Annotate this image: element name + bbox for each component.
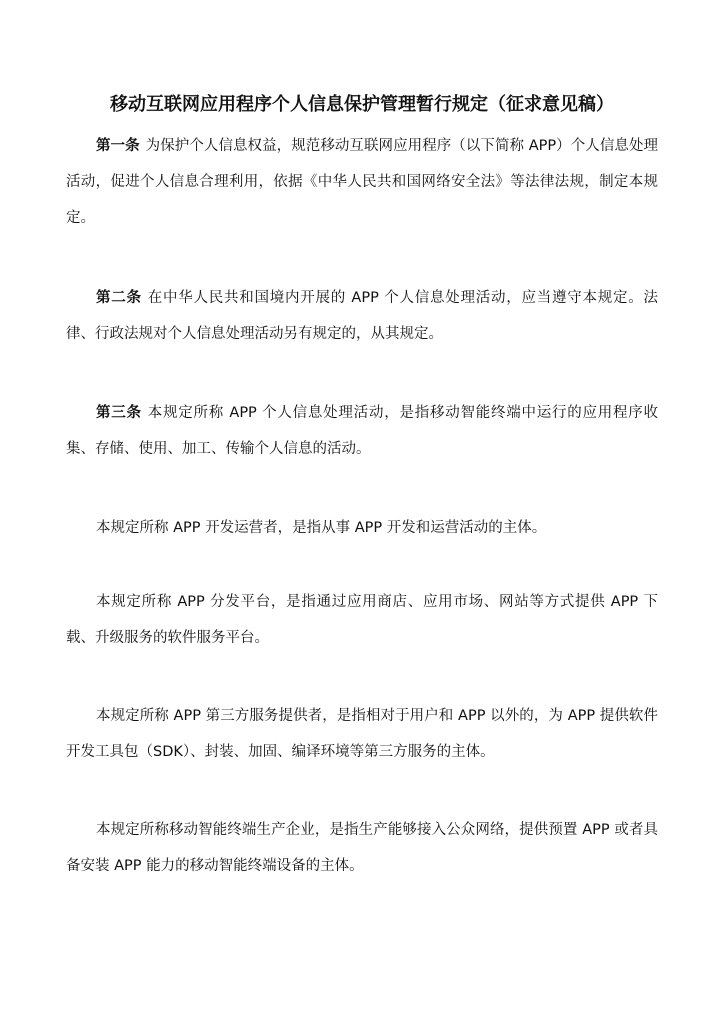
- paragraph-text: 本规定所称 APP 个人信息处理活动，是指移动智能终端中运行的应用程序收集、存储、使用、加工、传输个人信息的活动。: [66, 405, 659, 457]
- paragraph-text: 本规定所称 APP 分发平台，是指通过应用商店、应用市场、网站等方式提供 APP 下载、升级服务的软件服务平台。: [66, 594, 658, 646]
- paragraph-text: 本规定所称 APP 第三方服务提供者，是指相对于用户和 APP 以外的，为 APP 提供软件开发工具包（SDK）、封装、加固、编译环境等第三方服务的主体。: [66, 708, 658, 760]
- paragraph-definition-terminal-manufacturer: [66, 812, 658, 884]
- paragraph-text: 本规定所称移动智能终端生产企业，是指生产能够接入公众网络，提供预置 APP 或者具备安装 APP 能力的移动智能终端设备的主体。: [66, 822, 658, 874]
- paragraph-article-3: [66, 395, 658, 467]
- paragraph-definition-developer: [66, 510, 658, 546]
- paragraph-article-1: [66, 128, 658, 236]
- paragraph-definition-third-party: [66, 698, 658, 770]
- paragraph-text: 本规定所称 APP 开发运营者，是指从事 APP 开发和运营活动的主体。: [96, 520, 547, 536]
- paragraph-article-2: [66, 280, 658, 352]
- paragraph-text: 为保护个人信息权益，规范移动互联网应用程序（以下简称 APP）个人信息处理活动，促进个人信息合理利用，依据《中华人民共和国网络安全法》等法律法规，制定本规定。: [66, 138, 659, 226]
- document-title: 移动互联网应用程序个人信息保护管理暂行规定（征求意见稿）: [110, 94, 614, 115]
- article-label: 第一条: [96, 138, 140, 154]
- paragraph-text: 在中华人民共和国境内开展的 APP 个人信息处理活动，应当遵守本规定。法律、行政法规对个人信息处理活动另有规定的，从其规定。: [66, 290, 659, 342]
- article-label: 第三条: [96, 405, 142, 421]
- article-label: 第二条: [96, 290, 142, 306]
- paragraph-definition-distribution-platform: [66, 584, 658, 656]
